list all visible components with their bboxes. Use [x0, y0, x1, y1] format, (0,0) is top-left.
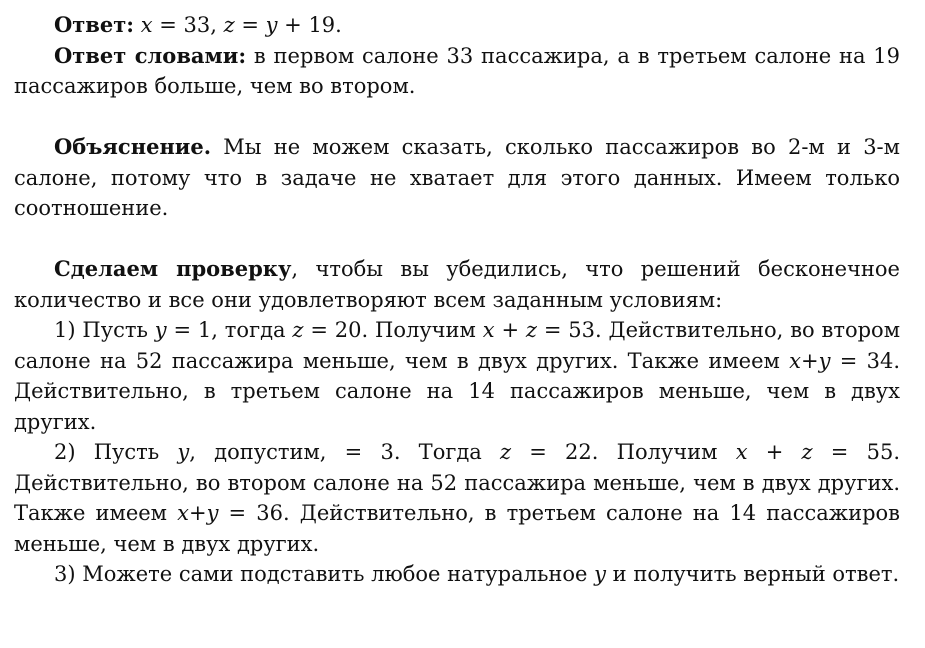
item-text: + [747, 440, 802, 464]
answer-words-label: Ответ словами: [54, 42, 247, 68]
item-text: = 22. Получим [511, 440, 736, 464]
check-paragraph [14, 254, 900, 315]
check-item-3 [14, 559, 900, 590]
solution-text [14, 10, 900, 590]
math-y: y [818, 348, 831, 373]
check-label: Сделаем проверку [54, 256, 292, 281]
check-text: , чтобы вы убедились, что решений бесконечное количество и все они удовлетворяют всем заданным условиям: [14, 257, 900, 312]
math-z: z [223, 13, 235, 37]
math-x: x [735, 440, 748, 464]
math-y: y [594, 562, 606, 586]
item-text: 2) Пусть [54, 440, 178, 464]
answer-line [14, 10, 900, 41]
explanation-label: Объяснение. [54, 134, 212, 159]
explanation-text: Мы не можем сказать, сколько пассажиров во 2-м и 3-м салоне, потому что в задаче не хватает для этого данных. Имеем только соотношение. [14, 135, 900, 220]
check-item-2 [14, 437, 900, 559]
item-text: = 36. Действительно, в третьем салоне на 14 пассажиров меньше, чем в двух других. [14, 501, 900, 556]
item-text: и получить верный ответ. [606, 562, 900, 586]
math-x: x [482, 318, 495, 342]
math-z: z [525, 318, 537, 342]
math-y: y [265, 13, 278, 37]
math-z: z [292, 318, 304, 342]
item-text: 1) Пусть [54, 318, 155, 342]
answer-x-value: = 33, [152, 13, 224, 37]
math-x: x [140, 13, 153, 37]
check-item-1 [14, 315, 900, 437]
math-x: x [789, 348, 801, 373]
answer-z-eq: = [234, 13, 266, 37]
item-text: 3) Можете сами подставить любое натуральное [54, 562, 595, 586]
spacer [14, 102, 900, 133]
item-text: + [800, 348, 819, 373]
math-y: y [154, 318, 167, 342]
math-y: y [177, 440, 190, 464]
answer-z-value: + 19. [277, 13, 342, 37]
item-text: = 53. Действительно, во втором салоне на 52 пассажира меньше, чем в двух других. Также имеем [14, 318, 901, 373]
spacer [14, 224, 900, 255]
item-text: + [494, 318, 526, 342]
item-text: = 1, тогда [166, 318, 293, 342]
answer-words-text: в первом салоне 33 пассажира, а в третьем салоне на 19 пассажиров больше, чем во втором. [14, 43, 900, 98]
answer-label: Ответ: [54, 12, 135, 37]
math-z: z [801, 440, 813, 464]
item-text: = 55. Действительно, во втором салоне на 52 пассажира меньше, чем в двух других. Также имеем [14, 440, 900, 525]
math-y: y [206, 501, 219, 525]
item-text: + [188, 501, 207, 525]
math-x: x [177, 501, 189, 525]
math-z: z [499, 440, 512, 464]
explanation-paragraph [14, 132, 900, 224]
item-text: = 20. Получим [303, 318, 483, 342]
item-text: , допустим, = 3. Тогда [189, 440, 500, 464]
item-text: = 34. Действительно, в третьем салоне на 14 пассажиров меньше, чем в двух других. [14, 348, 900, 434]
answer-words-paragraph [14, 41, 900, 102]
